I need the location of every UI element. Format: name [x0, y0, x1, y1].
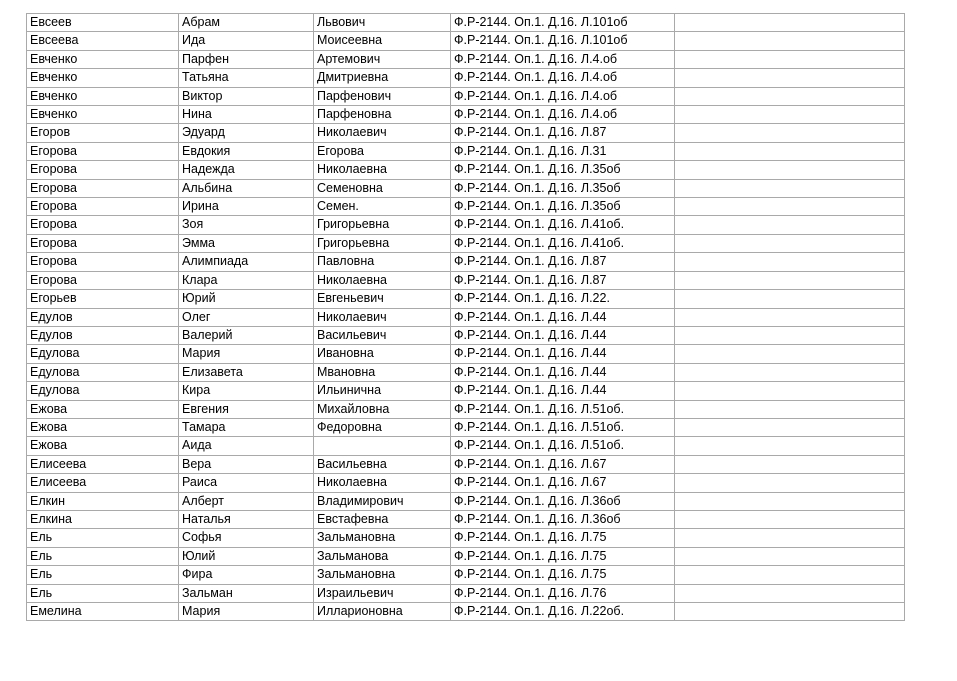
patronymic-cell: Васильевич	[314, 326, 451, 344]
archive-reference-cell: Ф.Р-2144. Оп.1. Д.16. Л.75	[451, 547, 675, 565]
archive-reference-cell: Ф.Р-2144. Оп.1. Д.16. Л.51об.	[451, 437, 675, 455]
table-row	[27, 363, 905, 381]
archive-reference-cell: Ф.Р-2144. Оп.1. Д.16. Л.75	[451, 529, 675, 547]
first-name-cell: Кира	[179, 382, 314, 400]
patronymic-cell: Николаевна	[314, 161, 451, 179]
empty-cell	[675, 363, 905, 381]
surname-cell: Егорова	[27, 271, 179, 289]
patronymic-cell: Львович	[314, 14, 451, 32]
table-row	[27, 216, 905, 234]
surname-cell: Евченко	[27, 106, 179, 124]
patronymic-cell: Григорьевна	[314, 216, 451, 234]
table-row	[27, 474, 905, 492]
table-row	[27, 106, 905, 124]
table-row	[27, 326, 905, 344]
archive-reference-cell: Ф.Р-2144. Оп.1. Д.16. Л.76	[451, 584, 675, 602]
archive-reference-cell: Ф.Р-2144. Оп.1. Д.16. Л.44	[451, 308, 675, 326]
surname-cell: Егорова	[27, 179, 179, 197]
patronymic-cell: Ивановна	[314, 345, 451, 363]
table-row	[27, 234, 905, 252]
surname-cell: Ежова	[27, 418, 179, 436]
table-row	[27, 69, 905, 87]
surname-cell: Егорьев	[27, 290, 179, 308]
empty-cell	[675, 474, 905, 492]
surname-cell: Елисеева	[27, 455, 179, 473]
first-name-cell: Эмма	[179, 234, 314, 252]
table-row	[27, 437, 905, 455]
empty-cell	[675, 326, 905, 344]
first-name-cell: Евдокия	[179, 142, 314, 160]
archive-reference-cell: Ф.Р-2144. Оп.1. Д.16. Л.44	[451, 363, 675, 381]
patronymic-cell: Григорьевна	[314, 234, 451, 252]
patronymic-cell: Николаевич	[314, 124, 451, 142]
surname-cell: Емелина	[27, 603, 179, 621]
archive-reference-cell: Ф.Р-2144. Оп.1. Д.16. Л.87	[451, 253, 675, 271]
first-name-cell: Вера	[179, 455, 314, 473]
surname-cell: Едулова	[27, 345, 179, 363]
table-row	[27, 345, 905, 363]
surname-cell: Ель	[27, 547, 179, 565]
surname-cell: Елисеева	[27, 474, 179, 492]
first-name-cell: Абрам	[179, 14, 314, 32]
patronymic-cell: Зальмановна	[314, 566, 451, 584]
archive-reference-cell: Ф.Р-2144. Оп.1. Д.16. Л.35об	[451, 179, 675, 197]
patronymic-cell: Зальманова	[314, 547, 451, 565]
surname-cell: Евченко	[27, 69, 179, 87]
archive-reference-cell: Ф.Р-2144. Оп.1. Д.16. Л.41об.	[451, 216, 675, 234]
patronymic-cell: Евгеньевич	[314, 290, 451, 308]
patronymic-cell: Мвановна	[314, 363, 451, 381]
table-row	[27, 253, 905, 271]
surname-cell: Евченко	[27, 50, 179, 68]
empty-cell	[675, 253, 905, 271]
surname-cell: Егоров	[27, 124, 179, 142]
first-name-cell: Наталья	[179, 510, 314, 528]
surname-cell: Ель	[27, 584, 179, 602]
first-name-cell: Алберт	[179, 492, 314, 510]
empty-cell	[675, 510, 905, 528]
surname-cell: Едулов	[27, 308, 179, 326]
first-name-cell: Клара	[179, 271, 314, 289]
patronymic-cell: Дмитриевна	[314, 69, 451, 87]
first-name-cell: Ирина	[179, 198, 314, 216]
empty-cell	[675, 14, 905, 32]
empty-cell	[675, 161, 905, 179]
surname-cell: Едулова	[27, 382, 179, 400]
archive-reference-cell: Ф.Р-2144. Оп.1. Д.16. Л.36об	[451, 510, 675, 528]
first-name-cell: Зальман	[179, 584, 314, 602]
surname-cell: Егорова	[27, 161, 179, 179]
patronymic-cell: Семеновна	[314, 179, 451, 197]
surname-cell: Едулов	[27, 326, 179, 344]
surname-cell: Ежова	[27, 400, 179, 418]
first-name-cell: Аида	[179, 437, 314, 455]
patronymic-cell: Федоровна	[314, 418, 451, 436]
surname-cell: Евсеева	[27, 32, 179, 50]
empty-cell	[675, 32, 905, 50]
table-row	[27, 142, 905, 160]
patronymic-cell: Парфеновна	[314, 106, 451, 124]
first-name-cell: Елизавета	[179, 363, 314, 381]
table-row	[27, 161, 905, 179]
empty-cell	[675, 308, 905, 326]
empty-cell	[675, 566, 905, 584]
empty-cell	[675, 142, 905, 160]
empty-cell	[675, 198, 905, 216]
first-name-cell: Надежда	[179, 161, 314, 179]
patronymic-cell: Николаевна	[314, 271, 451, 289]
table-row	[27, 290, 905, 308]
empty-cell	[675, 345, 905, 363]
empty-cell	[675, 418, 905, 436]
patronymic-cell: Васильевна	[314, 455, 451, 473]
table-row	[27, 271, 905, 289]
surname-cell: Евсеев	[27, 14, 179, 32]
first-name-cell: Виктор	[179, 87, 314, 105]
patronymic-cell: Илларионовна	[314, 603, 451, 621]
empty-cell	[675, 455, 905, 473]
records-table	[26, 13, 905, 621]
patronymic-cell: Владимирович	[314, 492, 451, 510]
archive-reference-cell: Ф.Р-2144. Оп.1. Д.16. Л.31	[451, 142, 675, 160]
first-name-cell: Алимпиада	[179, 253, 314, 271]
patronymic-cell: Николаевич	[314, 308, 451, 326]
table-row	[27, 198, 905, 216]
surname-cell: Ель	[27, 566, 179, 584]
surname-cell: Егорова	[27, 253, 179, 271]
archive-reference-cell: Ф.Р-2144. Оп.1. Д.16. Л.51об.	[451, 400, 675, 418]
archive-reference-cell: Ф.Р-2144. Оп.1. Д.16. Л.41об.	[451, 234, 675, 252]
first-name-cell: Мария	[179, 603, 314, 621]
archive-reference-cell: Ф.Р-2144. Оп.1. Д.16. Л.101об	[451, 14, 675, 32]
first-name-cell: Фира	[179, 566, 314, 584]
empty-cell	[675, 234, 905, 252]
first-name-cell: Нина	[179, 106, 314, 124]
surname-cell: Ель	[27, 529, 179, 547]
archive-reference-cell: Ф.Р-2144. Оп.1. Д.16. Л.51об.	[451, 418, 675, 436]
table-row	[27, 400, 905, 418]
empty-cell	[675, 50, 905, 68]
surname-cell: Егорова	[27, 216, 179, 234]
patronymic-cell	[314, 437, 451, 455]
first-name-cell: Софья	[179, 529, 314, 547]
empty-cell	[675, 603, 905, 621]
patronymic-cell: Зальмановна	[314, 529, 451, 547]
table-row	[27, 510, 905, 528]
empty-cell	[675, 492, 905, 510]
first-name-cell: Татьяна	[179, 69, 314, 87]
patronymic-cell: Семен.	[314, 198, 451, 216]
table-row	[27, 492, 905, 510]
patronymic-cell: Михайловна	[314, 400, 451, 418]
table-row	[27, 308, 905, 326]
archive-reference-cell: Ф.Р-2144. Оп.1. Д.16. Л.22об.	[451, 603, 675, 621]
table-row	[27, 455, 905, 473]
empty-cell	[675, 382, 905, 400]
surname-cell: Егорова	[27, 234, 179, 252]
surname-cell: Ежова	[27, 437, 179, 455]
archive-reference-cell: Ф.Р-2144. Оп.1. Д.16. Л.101об	[451, 32, 675, 50]
empty-cell	[675, 271, 905, 289]
table-row	[27, 50, 905, 68]
first-name-cell: Евгения	[179, 400, 314, 418]
surname-cell: Едулова	[27, 363, 179, 381]
patronymic-cell: Павловна	[314, 253, 451, 271]
archive-reference-cell: Ф.Р-2144. Оп.1. Д.16. Л.87	[451, 271, 675, 289]
table-row	[27, 566, 905, 584]
first-name-cell: Альбина	[179, 179, 314, 197]
patronymic-cell: Ильинична	[314, 382, 451, 400]
first-name-cell: Раиса	[179, 474, 314, 492]
table-row	[27, 14, 905, 32]
surname-cell: Егорова	[27, 142, 179, 160]
empty-cell	[675, 400, 905, 418]
empty-cell	[675, 290, 905, 308]
archive-reference-cell: Ф.Р-2144. Оп.1. Д.16. Л.67	[451, 455, 675, 473]
patronymic-cell: Евстафевна	[314, 510, 451, 528]
first-name-cell: Тамара	[179, 418, 314, 436]
table-row	[27, 179, 905, 197]
empty-cell	[675, 179, 905, 197]
table-row	[27, 87, 905, 105]
empty-cell	[675, 547, 905, 565]
patronymic-cell: Моисеевна	[314, 32, 451, 50]
patronymic-cell: Артемович	[314, 50, 451, 68]
empty-cell	[675, 529, 905, 547]
empty-cell	[675, 584, 905, 602]
table-row	[27, 124, 905, 142]
surname-cell: Егорова	[27, 198, 179, 216]
empty-cell	[675, 124, 905, 142]
surname-cell: Евченко	[27, 87, 179, 105]
empty-cell	[675, 216, 905, 234]
first-name-cell: Олег	[179, 308, 314, 326]
first-name-cell: Валерий	[179, 326, 314, 344]
archive-reference-cell: Ф.Р-2144. Оп.1. Д.16. Л.4.об	[451, 69, 675, 87]
surname-cell: Елкин	[27, 492, 179, 510]
patronymic-cell: Николаевна	[314, 474, 451, 492]
archive-reference-cell: Ф.Р-2144. Оп.1. Д.16. Л.67	[451, 474, 675, 492]
table-row	[27, 32, 905, 50]
first-name-cell: Юрий	[179, 290, 314, 308]
archive-reference-cell: Ф.Р-2144. Оп.1. Д.16. Л.36об	[451, 492, 675, 510]
archive-reference-cell: Ф.Р-2144. Оп.1. Д.16. Л.75	[451, 566, 675, 584]
patronymic-cell: Парфенович	[314, 87, 451, 105]
first-name-cell: Эдуард	[179, 124, 314, 142]
table-row	[27, 529, 905, 547]
first-name-cell: Мария	[179, 345, 314, 363]
archive-reference-cell: Ф.Р-2144. Оп.1. Д.16. Л.35об	[451, 198, 675, 216]
empty-cell	[675, 87, 905, 105]
archive-reference-cell: Ф.Р-2144. Оп.1. Д.16. Л.44	[451, 326, 675, 344]
records-table-body	[27, 14, 905, 621]
archive-reference-cell: Ф.Р-2144. Оп.1. Д.16. Л.4.об	[451, 87, 675, 105]
archive-reference-cell: Ф.Р-2144. Оп.1. Д.16. Л.22.	[451, 290, 675, 308]
archive-reference-cell: Ф.Р-2144. Оп.1. Д.16. Л.4.об	[451, 50, 675, 68]
archive-reference-cell: Ф.Р-2144. Оп.1. Д.16. Л.4.об	[451, 106, 675, 124]
table-row	[27, 418, 905, 436]
surname-cell: Елкина	[27, 510, 179, 528]
patronymic-cell: Израильевич	[314, 584, 451, 602]
table-row	[27, 382, 905, 400]
archive-reference-cell: Ф.Р-2144. Оп.1. Д.16. Л.87	[451, 124, 675, 142]
first-name-cell: Ида	[179, 32, 314, 50]
empty-cell	[675, 437, 905, 455]
table-row	[27, 584, 905, 602]
archive-reference-cell: Ф.Р-2144. Оп.1. Д.16. Л.35об	[451, 161, 675, 179]
table-row	[27, 547, 905, 565]
archive-reference-cell: Ф.Р-2144. Оп.1. Д.16. Л.44	[451, 345, 675, 363]
table-row	[27, 603, 905, 621]
first-name-cell: Юлий	[179, 547, 314, 565]
first-name-cell: Парфен	[179, 50, 314, 68]
empty-cell	[675, 106, 905, 124]
empty-cell	[675, 69, 905, 87]
archive-reference-cell: Ф.Р-2144. Оп.1. Д.16. Л.44	[451, 382, 675, 400]
first-name-cell: Зоя	[179, 216, 314, 234]
patronymic-cell: Егорова	[314, 142, 451, 160]
